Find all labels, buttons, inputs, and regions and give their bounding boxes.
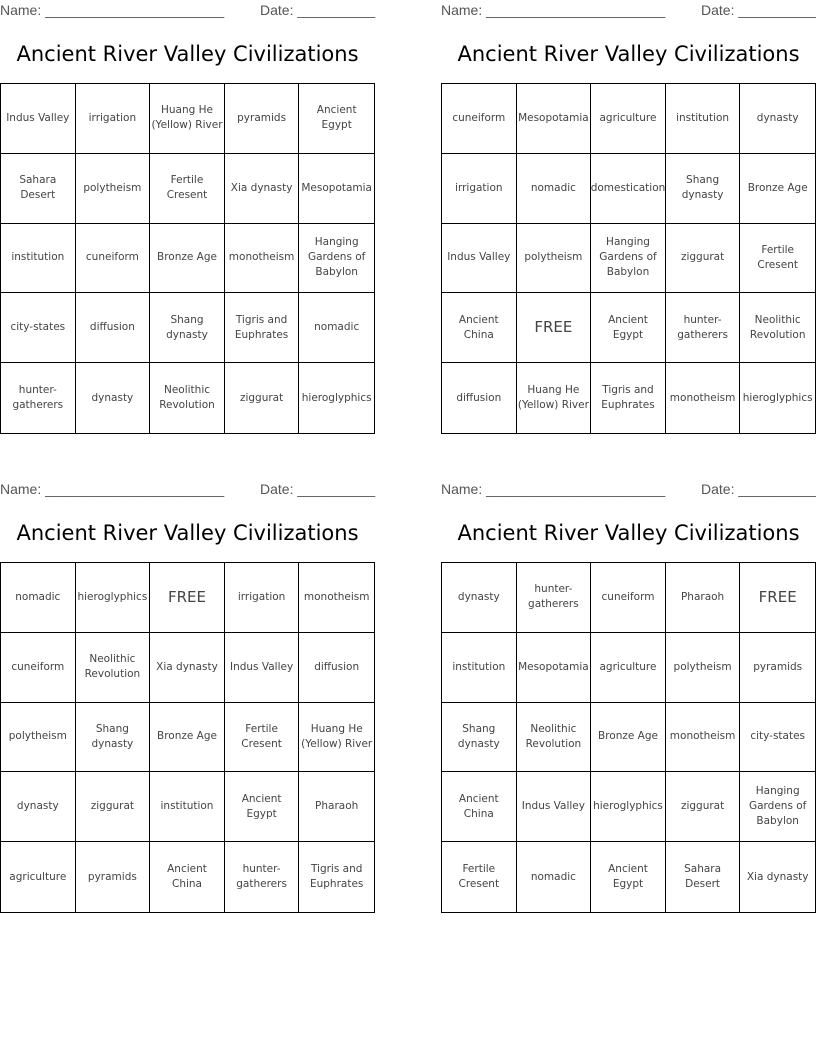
bingo-card	[441, 479, 816, 891]
bingo-cell: monotheism	[299, 563, 374, 633]
bingo-card	[0, 0, 376, 412]
bingo-card	[441, 0, 816, 412]
bingo-cell: Ancient Egypt	[299, 84, 374, 154]
bingo-cell: agriculture	[591, 84, 666, 154]
bingo-cell: Ancient Egypt	[225, 772, 300, 842]
bingo-cell: Bronze Age	[150, 703, 225, 773]
date-field: Date: __________	[260, 481, 376, 497]
bingo-cell: Indus Valley	[1, 84, 76, 154]
bingo-cell: nomadic	[517, 154, 592, 224]
bingo-cell: polytheism	[76, 154, 151, 224]
bingo-cell: Tigris and Euphrates	[309, 863, 364, 891]
bingo-cell: pyramids	[225, 84, 300, 154]
bingo-cell: Mesopotamia	[517, 84, 592, 154]
bingo-cell: Tigris and Euphrates	[591, 363, 666, 433]
bingo-cell: dynasty	[76, 363, 151, 433]
card-header	[441, 0, 816, 22]
bingo-cell: Shang dynasty	[666, 154, 741, 224]
bingo-cell: hieroglyphics	[76, 563, 151, 633]
bingo-cell: Indus Valley	[225, 633, 300, 703]
card-title: Ancient River Valley Civilizations	[457, 521, 800, 545]
card-header	[441, 479, 816, 501]
bingo-cell: Huang He (Yellow) River	[517, 363, 592, 433]
bingo-cell: irrigation	[76, 84, 151, 154]
bingo-cell: Fertile Cresent	[150, 154, 225, 224]
bingo-cell: nomadic	[1, 563, 76, 633]
bingo-cell: ziggurat	[225, 363, 300, 433]
bingo-cell: Bronze Age	[740, 154, 815, 224]
bingo-cell: city-states	[740, 703, 815, 773]
bingo-cell: institution	[442, 633, 517, 703]
bingo-cell: Indus Valley	[517, 772, 592, 842]
bingo-cell: Ancient Egypt	[591, 842, 666, 912]
bingo-cell: Neolithic Revolution	[740, 293, 815, 363]
bingo-cell: hunter- gatherers	[1, 363, 76, 433]
date-field: Date: __________	[701, 481, 816, 497]
bingo-cell: cuneiform	[76, 224, 151, 294]
name-field: Name: _______________________	[0, 481, 225, 497]
bingo-cell: Sahara Desert	[666, 842, 741, 912]
bingo-cell: dynasty	[740, 84, 815, 154]
bingo-cell: polytheism	[517, 224, 592, 294]
bingo-cell: Bronze Age	[150, 224, 225, 294]
bingo-cell: Xia dynasty	[225, 154, 300, 224]
bingo-cell: hunter- gatherers	[225, 842, 300, 912]
bingo-cell: Pharaoh	[299, 772, 374, 842]
free-space: FREE	[740, 563, 815, 633]
bingo-cell: pyramids	[740, 633, 815, 703]
bingo-cell: Mesopotamia	[299, 154, 374, 224]
bingo-cell: Tigris and Euphrates	[225, 293, 300, 363]
card-title: Ancient River Valley Civilizations	[16, 521, 359, 545]
free-space: FREE	[517, 293, 592, 363]
bingo-cell: hunter- gatherers	[517, 563, 592, 633]
bingo-cell: Huang He (Yellow) River	[299, 703, 374, 773]
bingo-cell: Neolithic Revolution	[150, 363, 225, 433]
bingo-cell: Shang dynasty	[76, 703, 151, 773]
bingo-grid	[0, 83, 375, 434]
bingo-cell: Hanging Gardens of Babylon	[299, 224, 374, 294]
free-space: FREE	[150, 563, 225, 633]
bingo-cell: Mesopotamia	[517, 633, 592, 703]
bingo-cell: Shang dynasty	[150, 293, 225, 363]
bingo-cell: Ancient Egypt	[591, 293, 666, 363]
bingo-cell: cuneiform	[1, 633, 76, 703]
bingo-cell: diffusion	[442, 363, 517, 433]
bingo-cell: polytheism	[666, 633, 741, 703]
bingo-cell: nomadic	[299, 293, 374, 363]
bingo-cell: ziggurat	[666, 224, 741, 294]
card-header	[0, 479, 375, 501]
bingo-cell: diffusion	[76, 293, 151, 363]
bingo-cell: Neolithic Revolution	[76, 633, 151, 703]
bingo-cell: nomadic	[517, 842, 592, 912]
bingo-cell: cuneiform	[591, 563, 666, 633]
bingo-cell: irrigation	[225, 563, 300, 633]
bingo-cell: Sahara Desert	[1, 154, 76, 224]
bingo-cell: polytheism	[1, 703, 76, 773]
bingo-cell: Ancient China	[442, 293, 517, 363]
bingo-cell: irrigation	[442, 154, 517, 224]
date-field: Date: __________	[701, 2, 816, 18]
bingo-cell: Huang He (Yellow) River	[150, 84, 225, 154]
card-title: Ancient River Valley Civilizations	[16, 42, 359, 66]
bingo-cell: Pharaoh	[666, 563, 741, 633]
bingo-cell: institution	[1, 224, 76, 294]
bingo-cell: agriculture	[1, 842, 76, 912]
bingo-cell: diffusion	[299, 633, 374, 703]
bingo-cell: Neolithic Revolution	[517, 703, 592, 773]
bingo-cell: Shang dynasty	[442, 703, 517, 773]
bingo-cell: Xia dynasty	[746, 870, 809, 883]
bingo-card	[0, 479, 376, 891]
name-field: Name: _______________________	[441, 2, 666, 18]
bingo-cell: hieroglyphics	[742, 391, 813, 404]
name-field: Name: _______________________	[441, 481, 666, 497]
bingo-cell: Hanging Gardens of Babylon	[740, 772, 815, 842]
bingo-grid	[0, 562, 375, 913]
name-field: Name: _______________________	[0, 2, 225, 18]
bingo-cell: agriculture	[591, 633, 666, 703]
bingo-cell: Xia dynasty	[150, 633, 225, 703]
bingo-cell: Fertile Cresent	[225, 703, 300, 773]
bingo-cell: Ancient China	[150, 842, 225, 912]
card-header	[0, 0, 375, 22]
bingo-cell: cuneiform	[442, 84, 517, 154]
bingo-cell: Hanging Gardens of Babylon	[591, 224, 666, 294]
bingo-cell: monotheism	[666, 363, 741, 433]
bingo-cell: hieroglyphics	[301, 391, 372, 404]
bingo-grid	[441, 83, 816, 434]
bingo-cell: Fertile Cresent	[442, 842, 517, 912]
date-field: Date: __________	[260, 2, 376, 18]
bingo-cell: hunter- gatherers	[666, 293, 741, 363]
bingo-cell: city-states	[1, 293, 76, 363]
bingo-cell: dynasty	[442, 563, 517, 633]
bingo-cell: Fertile Cresent	[740, 224, 815, 294]
bingo-cell: monotheism	[225, 224, 300, 294]
bingo-cell: pyramids	[76, 842, 151, 912]
bingo-cell: institution	[150, 772, 225, 842]
bingo-cell: Bronze Age	[591, 703, 666, 773]
bingo-grid	[441, 562, 816, 913]
bingo-cell: monotheism	[666, 703, 741, 773]
card-title: Ancient River Valley Civilizations	[457, 42, 800, 66]
bingo-cell: ziggurat	[666, 772, 741, 842]
bingo-cell: domestication	[591, 154, 666, 224]
bingo-cell: Ancient China	[442, 772, 517, 842]
bingo-cell: ziggurat	[76, 772, 151, 842]
bingo-cell: institution	[666, 84, 741, 154]
bingo-cell: Indus Valley	[442, 224, 517, 294]
bingo-cell: hieroglyphics	[591, 772, 666, 842]
bingo-cell: dynasty	[1, 772, 76, 842]
